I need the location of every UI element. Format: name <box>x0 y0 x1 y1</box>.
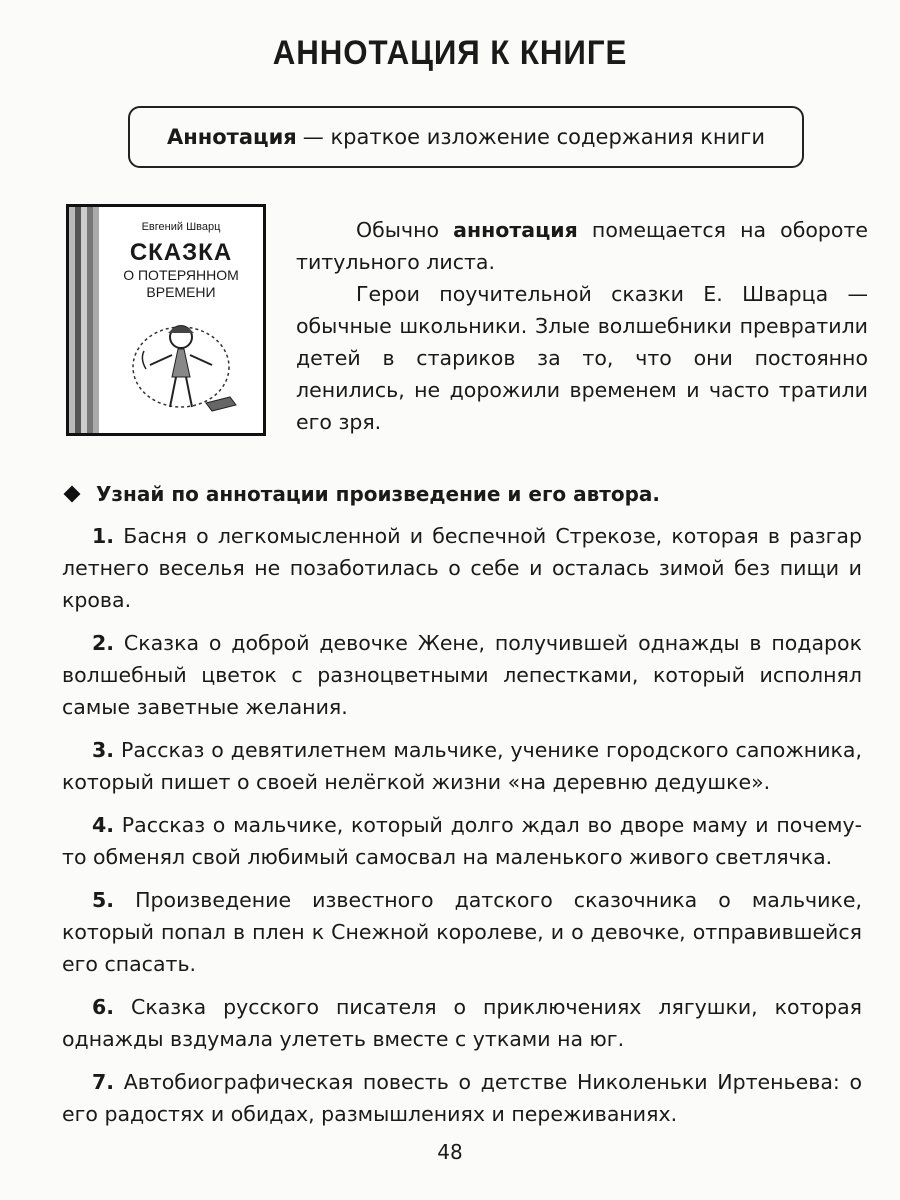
annotation-list <box>62 520 862 1141</box>
book-cover-front <box>99 207 263 433</box>
diamond-bullet-icon <box>64 486 81 503</box>
item-text: Рассказ о девятилетнем мальчике, ученике городского сапожника, который пишет о своей нелёгкой жизни «на деревню дедушке». <box>62 738 862 794</box>
cover-illustration <box>106 307 256 427</box>
cover-author: Евгений Шварц <box>141 221 221 233</box>
item-text: Сказка о доброй девочке Жене, получившей однажды в подарок волшебный цветок с разноцветными лепестками, который исполнял самые заветные желания. <box>62 631 862 719</box>
cover-title-line3: ВРЕМЕНИ <box>146 284 216 300</box>
list-item <box>62 991 862 1055</box>
list-item <box>62 809 862 873</box>
item-number: 6. <box>92 995 115 1019</box>
list-item <box>62 520 862 616</box>
book-spine <box>69 207 99 433</box>
intro-p1-end: помещается на обороте титульного листа. <box>296 218 868 274</box>
definition-box <box>128 106 804 168</box>
item-number: 7. <box>92 1070 115 1094</box>
item-text: Сказка русского писателя о приключениях лягушки, которая однажды вздумала улететь вместе с утками на юг. <box>62 995 862 1051</box>
item-number: 4. <box>92 813 115 837</box>
item-text: Произведение известного датского сказочника о мальчике, который попал в плен к Снежной королеве, и о девочке, отправившейся его спасать. <box>62 888 862 976</box>
page-number: 48 <box>437 1140 463 1164</box>
page-title: АННОТАЦИЯ К КНИГЕ <box>272 34 628 72</box>
intro-p1-bold: аннотация <box>453 218 578 242</box>
item-text: Басня о легкомысленной и беспечной Стрекозе, которая в разгар летнего веселья не позаботилась о себе и осталась зимой без пищи и крова. <box>62 524 862 612</box>
cover-title-main: СКАЗКА <box>129 239 233 266</box>
item-number: 5. <box>92 888 115 912</box>
intro-paragraph-2: Герои поучительной сказки Е. Шварца — обычные школьники. Злые волшебники превратили детей в стариков за то, что они постоянно ленились, не дорожили временем и часто тратили его зря. <box>296 282 868 434</box>
task-heading <box>64 482 864 506</box>
item-number: 2. <box>92 631 115 655</box>
intro-text <box>296 214 868 438</box>
cover-title-line2: О ПОТЕРЯННОМ <box>123 267 239 283</box>
list-item <box>62 734 862 798</box>
definition-term: Аннотация <box>166 125 297 149</box>
intro-p1-start: Обычно <box>356 218 454 242</box>
intro-paragraph-1 <box>296 214 868 278</box>
list-item <box>62 1066 862 1130</box>
book-cover <box>66 204 266 436</box>
definition-text: — краткое изложение содержания книги <box>302 125 765 149</box>
list-item <box>62 627 862 723</box>
task-text: Узнай по аннотации произведение и его автора. <box>96 482 661 506</box>
list-item <box>62 884 862 980</box>
item-text: Автобиографическая повесть о детстве Николеньки Иртеньева: о его радостях и обидах, размышлениях и переживаниях. <box>62 1070 862 1126</box>
item-number: 3. <box>92 738 115 762</box>
item-text: Рассказ о мальчике, который долго ждал во дворе маму и почему-то обменял свой любимый самосвал на маленького живого светлячка. <box>62 813 862 869</box>
item-number: 1. <box>92 524 115 548</box>
